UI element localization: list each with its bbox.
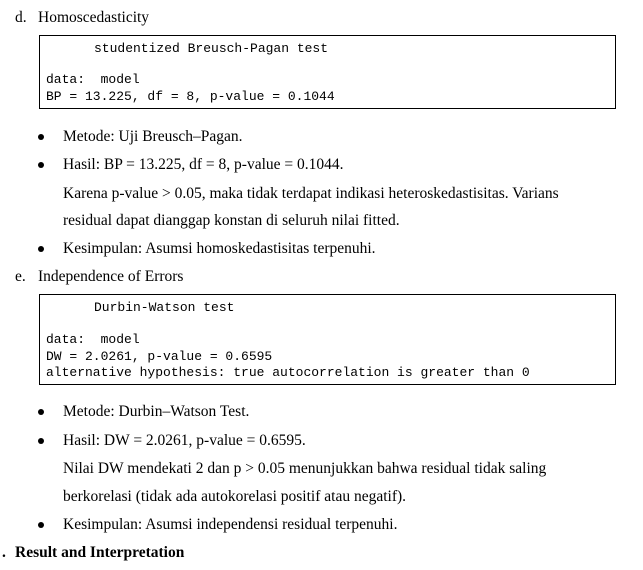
dw-alt-hypothesis-line: alternative hypothesis: true autocorrelation is greater than 0	[46, 365, 530, 380]
bullet-dot	[38, 134, 44, 140]
hasil-e-continuation-2: berkorelasi (tidak ada autokorelasi positif atau negatif).	[63, 488, 407, 505]
breusch-pagan-output-box	[39, 35, 616, 109]
bullet-metode-d: Metode: Uji Breusch–Pagan.	[63, 128, 243, 145]
bullet-hasil-e: Hasil: DW = 2.0261, p-value = 0.6595.	[63, 432, 306, 449]
section-d-marker: d.	[15, 9, 27, 26]
bullet-dot	[38, 162, 44, 168]
bullet-kesimpulan-d: Kesimpulan: Asumsi homoskedastisitas terpenuhi.	[63, 240, 376, 257]
bullet-hasil-d: Hasil: BP = 13.225, df = 8, p-value = 0.1044.	[63, 156, 344, 173]
section-e-heading: Independence of Errors	[38, 268, 184, 285]
section-e-marker: e.	[15, 268, 26, 285]
next-section-marker: .	[2, 544, 6, 561]
section-d-heading: Homoscedasticity	[38, 9, 150, 26]
dw-result-line: DW = 2.0261, p-value = 0.6595	[46, 349, 273, 364]
bullet-dot	[38, 438, 44, 444]
bullet-metode-e: Metode: Durbin–Watson Test.	[63, 403, 250, 420]
bp-test-title: studentized Breusch-Pagan test	[94, 41, 329, 56]
result-interpretation-heading: Result and Interpretation	[15, 544, 185, 561]
bullet-dot	[38, 246, 44, 252]
bp-result-line: BP = 13.225, df = 8, p-value = 0.1044	[46, 89, 335, 104]
dw-data-line: data: model	[46, 332, 140, 347]
bp-data-line: data: model	[46, 72, 140, 87]
hasil-d-continuation-2: residual dapat dianggap konstan di seluruh nilai fitted.	[63, 212, 400, 229]
bullet-kesimpulan-e: Kesimpulan: Asumsi independensi residual terpenuhi.	[63, 516, 398, 533]
durbin-watson-output-box	[39, 294, 616, 385]
bullet-dot	[38, 409, 44, 415]
dw-test-title: Durbin-Watson test	[94, 300, 235, 315]
bullet-dot	[38, 522, 44, 528]
hasil-e-continuation-1: Nilai DW mendekati 2 dan p > 0.05 menunjukkan bahwa residual tidak saling	[63, 460, 547, 477]
hasil-d-continuation-1: Karena p-value > 0.05, maka tidak terdapat indikasi heteroskedastisitas. Varians	[63, 185, 559, 202]
